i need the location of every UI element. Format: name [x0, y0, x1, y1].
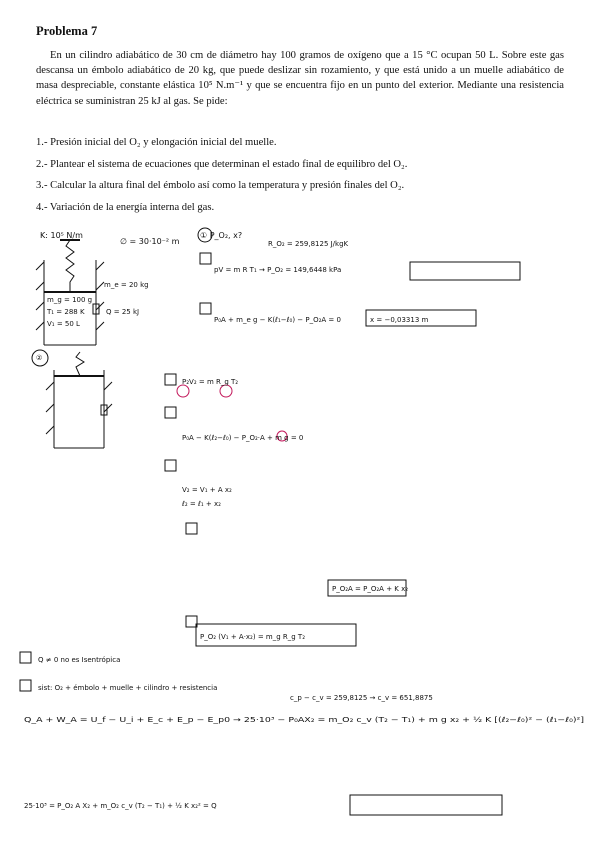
- note-eq-state: P₂V₂ = m R_g T₂: [182, 378, 239, 386]
- note-energy1: Q_A + W_A = U_f − U_i + E_c + E_p − E_p0 → 25·10³ − P₀AX₂ = m_O₂ c_v (T₂ − T₁) + m g x₂ + ½ K [(ℓ₂−ℓ₀)² − (ℓ₁−ℓ₀)²]: [24, 716, 585, 724]
- note-k: K: 10⁵ N/m: [40, 231, 83, 240]
- note-v2: V₂ = V₁ + A x₂: [182, 486, 232, 494]
- note-part1-title: ① P_O₂, x?: [200, 231, 243, 240]
- note-energy-final: 25·10³ = P_O₂ A X₂ + m_O₂ c_v (T₂ − T₁) + ½ K x₂² = Q: [24, 802, 217, 810]
- note-cp-cv: c_p − c_v = 259,8125 → c_v = 651,8875: [290, 694, 433, 702]
- note-eq-sys: P_O₂A = P_O₂A + K x₂: [332, 585, 409, 593]
- note-t1: T₁ = 288 K: [47, 308, 85, 316]
- result-box-1: [410, 262, 520, 280]
- note-v1: V₁ = 50 L: [47, 320, 80, 328]
- note-part4: Q ≠ 0 no es Isentrópica: [38, 656, 121, 664]
- cylinder-sketch-1: [36, 240, 104, 345]
- note-l2: ℓ₂ = ℓ₁ + x₂: [182, 500, 221, 508]
- problem-title: Problema 7: [36, 24, 98, 38]
- note-part5: sist: O₂ + émbolo + muelle + cilindro + resistencia: [38, 684, 218, 692]
- result-box-final: [350, 795, 502, 815]
- note-eq-force: P₀A − K(ℓ₂−ℓ₀) − P_O₂·A + m g = 0: [182, 434, 304, 442]
- question-3: 3.- Calcular la altura final del émbolo así como la temperatura y presión finales del O₂.: [36, 180, 405, 191]
- note-diameter: ∅ = 30·10⁻² m: [120, 237, 180, 246]
- note-eq2: P₀A + m_e g − K(ℓ₁−ℓ₀) − P_O₂A = 0: [214, 316, 341, 324]
- note-heat: Q = 25 kJ: [106, 308, 140, 316]
- box-1: [200, 253, 211, 264]
- note-result-x: x = −0,03313 m: [370, 316, 429, 324]
- box-2: [200, 303, 211, 314]
- question-2: 2.- Plantear el sistema de ecuaciones que determinan el estado final de equilibro del O₂.: [36, 158, 408, 170]
- note-mass-piston: m_e = 20 kg: [104, 281, 149, 289]
- note-gas-mass: m_g = 100 g: [47, 296, 93, 304]
- question-4: 4.- Variación de la energía interna del gas.: [36, 201, 215, 213]
- note-eq-final: P_O₂ (V₁ + A·x₂) = m_g R_g T₂: [200, 633, 306, 641]
- problem-statement: En un cilindro adiabático de 30 cm de diámetro hay 100 gramos de oxígeno que a 15 °C ocupan 50 L. Sobre este gas descansa un émbolo adiabático de 20 kg, que puede deslizar sin rozamiento, y que está unido a un muelle adiabático de masa despreciable, constante elástica 10⁵ N.m⁻¹ y que se encuentra fijo en un punto del exterior. Mediante una resistencia eléctrica se suministran 25 kJ al gas. Se pide:: [36, 50, 564, 107]
- note-eq1: pV = m R T₁ → P_O₂ = 149,6448 kPa: [214, 266, 342, 274]
- note-part2-title: ②: [36, 354, 43, 362]
- question-1: 1.- Presión inicial del O₂ y elongación inicial del muelle.: [36, 137, 277, 148]
- cylinder-sketch-2: [46, 352, 112, 448]
- note-rconst: R_O₂ = 259,8125 J/kgK: [268, 240, 349, 248]
